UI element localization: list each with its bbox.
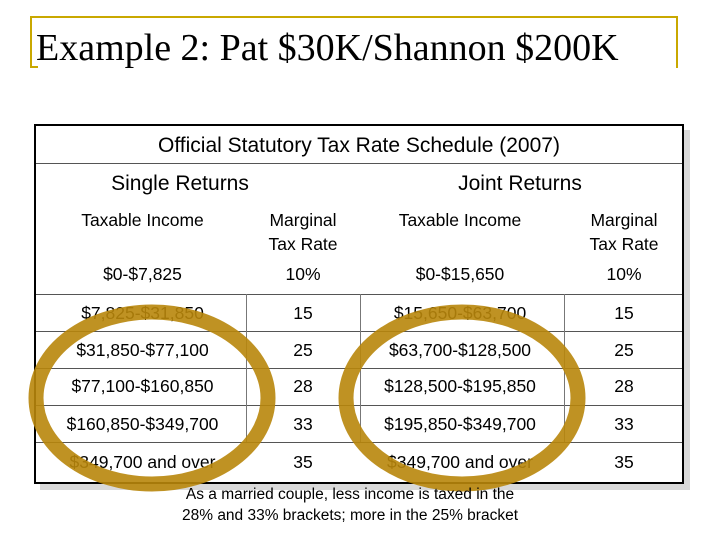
single-income-cell: $349,700 and over <box>69 452 216 472</box>
single-income-cell: $77,100-$160,850 <box>71 376 214 396</box>
column-header-joint-income: Taxable Income <box>398 210 522 230</box>
single-rate-cell: 10% <box>285 264 321 284</box>
joint-rate-cell: 25 <box>614 340 634 360</box>
joint-income-cell: $63,700-$128,500 <box>388 340 532 360</box>
single-rate-cell: 15 <box>293 303 313 323</box>
single-rate-cell: 35 <box>293 452 313 472</box>
single-rate-cell: 28 <box>293 376 313 396</box>
footnote-line-1: As a married couple, less income is taxed in the <box>185 486 515 503</box>
column-header-joint-rate-line1: Marginal <box>590 210 658 230</box>
slide-title: Example 2: Pat $30K/Shannon $200K <box>36 27 619 69</box>
single-income-cell: $7,825-$31,850 <box>81 303 204 323</box>
single-rate-cell: 33 <box>293 414 313 434</box>
joint-income-cell: $15,650-$63,700 <box>393 303 527 323</box>
joint-rate-cell: 28 <box>614 376 634 396</box>
single-income-cell: $160,850-$349,700 <box>66 414 219 434</box>
single-income-cell: $31,850-$77,100 <box>76 340 209 360</box>
footnote-line-2: 28% and 33% brackets; more in the 25% bracket <box>181 507 519 524</box>
footnote <box>140 484 560 526</box>
joint-income-cell: $349,700 and over <box>387 452 533 472</box>
joint-rate-cell: 10% <box>606 264 642 284</box>
column-header-joint-rate-line2: Tax Rate <box>589 234 659 254</box>
single-bracket-highlight-ellipse <box>36 312 268 484</box>
single-income-cell: $0-$7,825 <box>103 264 182 284</box>
joint-rate-cell: 15 <box>614 303 634 323</box>
joint-rate-cell: 33 <box>614 414 634 434</box>
joint-income-cell: $0-$15,650 <box>415 264 505 284</box>
table-heading: Official Statutory Tax Rate Schedule (2007) <box>158 134 560 157</box>
column-header-single-rate-line1: Marginal <box>269 210 337 230</box>
group-header-single: Single Returns <box>111 172 249 195</box>
column-header-single-income: Taxable Income <box>81 210 204 230</box>
group-header-joint: Joint Returns <box>458 172 582 195</box>
joint-bracket-highlight-ellipse <box>346 312 578 484</box>
joint-income-cell: $195,850-$349,700 <box>384 414 536 434</box>
joint-rate-cell: 35 <box>614 452 634 472</box>
column-header-single-rate-line2: Tax Rate <box>268 234 338 254</box>
single-rate-cell: 25 <box>293 340 313 360</box>
joint-income-cell: $128,500-$195,850 <box>384 376 536 396</box>
